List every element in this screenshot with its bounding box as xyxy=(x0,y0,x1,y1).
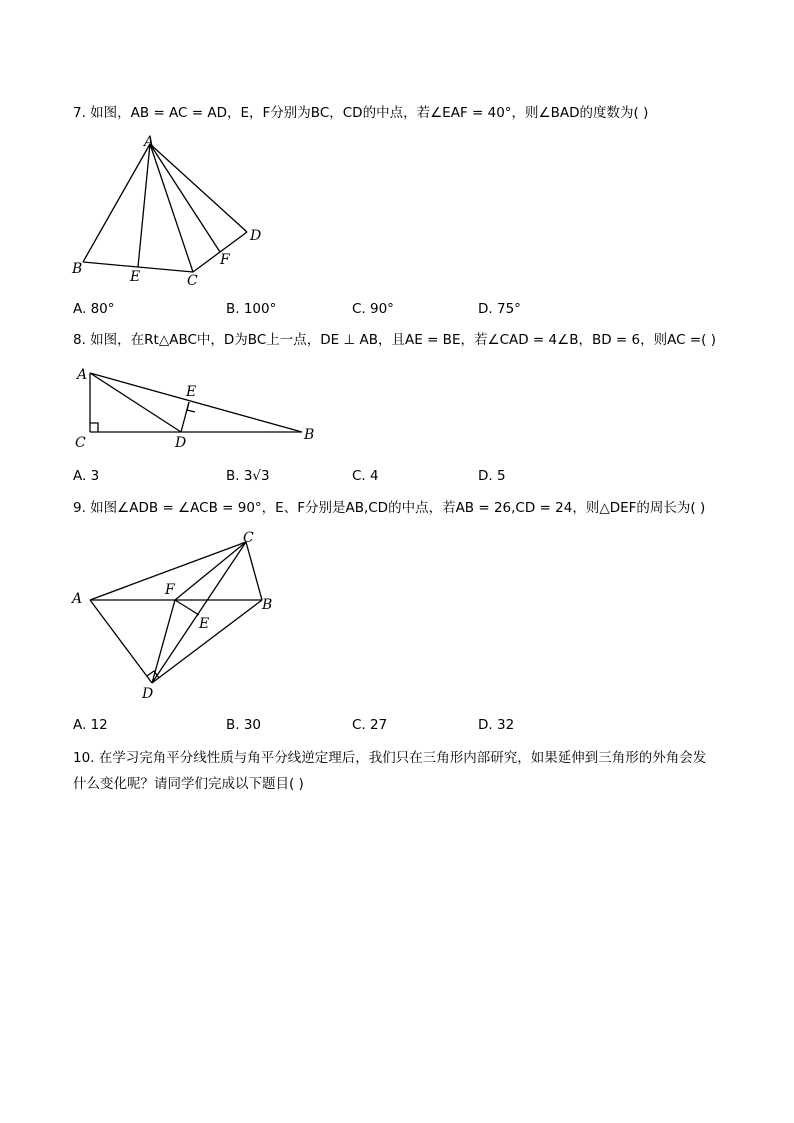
label-b: B xyxy=(262,597,273,613)
q7-option-d[interactable]: D. 75° xyxy=(478,301,521,317)
label-e: E xyxy=(186,384,197,400)
label-e: E xyxy=(130,269,141,285)
label-d: D xyxy=(142,686,154,702)
question-7-text: 7. 如图，AB = AC = AD，E，F分别为BC，CD的中点，若∠EAF = 40°，则∠BAD的度数为( ) xyxy=(73,105,649,121)
q8-option-c[interactable]: C. 4 xyxy=(352,468,379,484)
label-e: E xyxy=(199,616,210,632)
q8-option-d[interactable]: D. 5 xyxy=(478,468,506,484)
segment-dc xyxy=(152,542,246,683)
question-9-figure xyxy=(65,528,295,708)
segment-db xyxy=(152,600,262,683)
label-c: C xyxy=(243,530,254,546)
question-9-text: 9. 如图∠ADB = ∠ACB = 90°，E、F分别是AB,CD的中点，若AB = 26,CD = 24，则△DEF的周长为( ) xyxy=(73,500,706,516)
label-c: C xyxy=(187,273,198,289)
label-b: B xyxy=(304,427,315,443)
q7-option-c[interactable]: C. 90° xyxy=(352,301,394,317)
label-a: A xyxy=(77,367,88,383)
segment-fc xyxy=(175,542,246,600)
question-8-figure xyxy=(70,360,330,455)
q8-option-a[interactable]: A. 3 xyxy=(73,468,100,484)
q9-option-b[interactable]: B. 30 xyxy=(226,717,262,733)
q9-option-a[interactable]: A. 12 xyxy=(73,717,108,733)
segment-ab xyxy=(90,373,302,432)
label-a: A xyxy=(72,591,83,607)
right-angle-c xyxy=(90,423,98,432)
label-d: D xyxy=(175,435,187,451)
question-7-figure xyxy=(60,130,280,290)
label-d: D xyxy=(250,228,262,244)
q9-option-d[interactable]: D. 32 xyxy=(478,717,515,733)
segment-ad xyxy=(90,600,152,683)
segment-fd xyxy=(152,600,175,683)
segment-ad xyxy=(90,373,181,432)
label-f: F xyxy=(220,252,230,268)
segment-fe xyxy=(175,600,199,615)
right-angle-e xyxy=(187,402,195,412)
segment-cb xyxy=(246,542,262,600)
q7-option-a[interactable]: A. 80° xyxy=(73,301,115,317)
label-f: F xyxy=(165,582,175,598)
label-b: B xyxy=(72,261,83,277)
q7-option-b[interactable]: B. 100° xyxy=(226,301,277,317)
label-c: C xyxy=(75,435,86,451)
q8-option-b[interactable]: B. 3√3 xyxy=(226,468,270,484)
q9-option-c[interactable]: C. 27 xyxy=(352,717,388,733)
right-angle-d xyxy=(147,671,159,678)
label-a: A xyxy=(144,134,155,150)
question-8-text: 8. 如图，在Rt△ABC中，D为BC上一点，DE ⊥ AB，且AE = BE，若∠CAD = 4∠B，BD = 6，则AC =( ) xyxy=(73,332,716,348)
question-10-text: 10. 在学习完角平分线性质与角平分线逆定理后，我们只在三角形内部研究，如果延伸到三角形的外角会发什么变化呢？请同学们完成以下题目( ) xyxy=(73,750,707,792)
